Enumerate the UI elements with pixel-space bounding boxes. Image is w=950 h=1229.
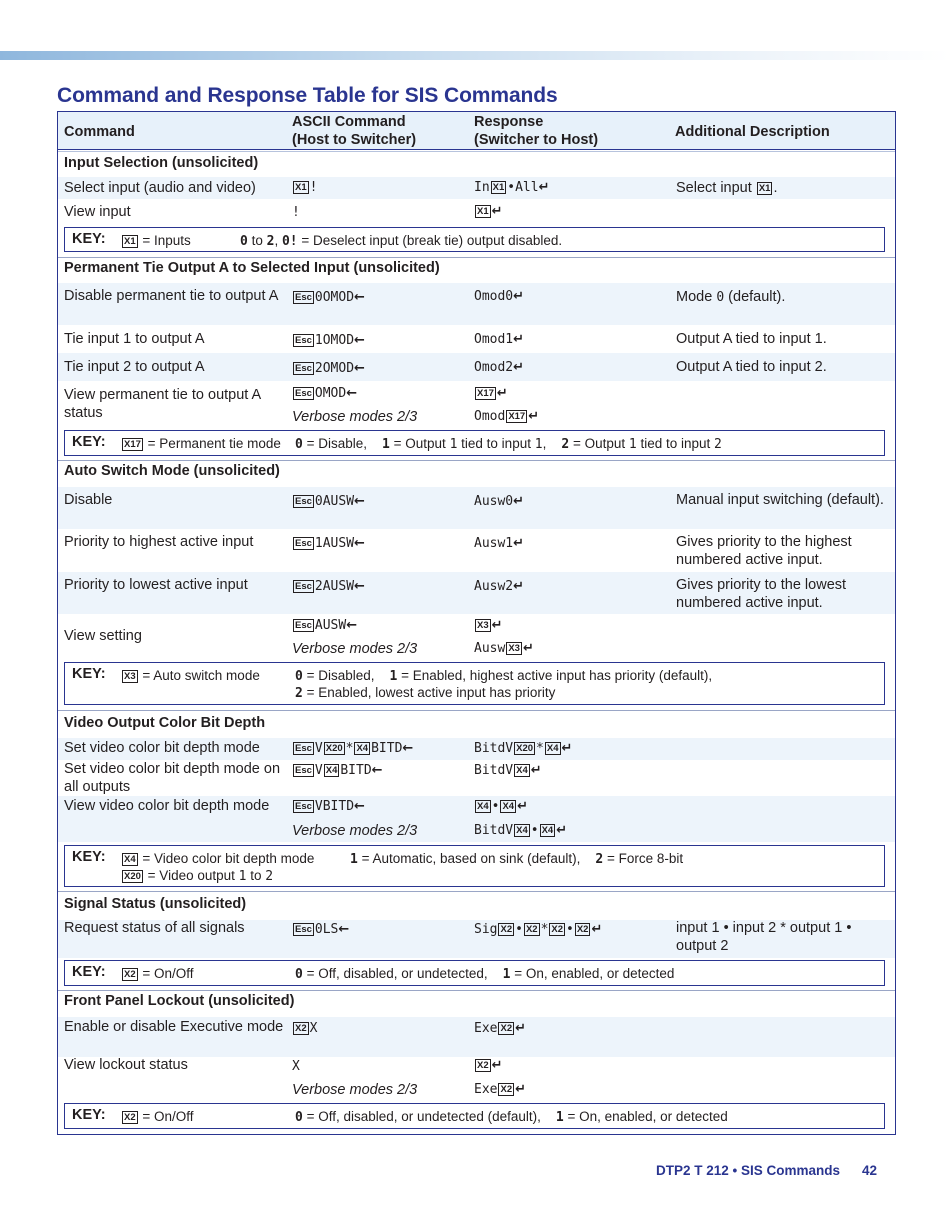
x2-var: X2: [525, 924, 538, 935]
return-arrow-icon: ↵: [517, 799, 528, 814]
key-label: KEY:: [72, 434, 106, 450]
page-footer: [656, 1163, 877, 1178]
x4-var: X4: [356, 743, 369, 754]
return-arrow-icon: ↵: [513, 494, 525, 509]
key-inputs: [121, 232, 191, 249]
key-text: = Video color bit depth mode: [142, 851, 315, 866]
mono-value: 1: [628, 437, 637, 452]
bullet: •: [491, 799, 500, 814]
resp-priority-highest: [474, 535, 524, 553]
resp-view-color-depth: [474, 798, 528, 816]
key-text: tied to input: [461, 436, 531, 451]
ascii-enable-exec: [292, 1020, 317, 1038]
esc-key: Esc: [295, 743, 312, 754]
key-front-panel: [64, 1103, 885, 1129]
mono-value: 1: [350, 852, 358, 867]
section-divider: [58, 990, 895, 991]
resp-text: Ausw1: [474, 536, 514, 551]
ascii-set-color-depth-all: [292, 762, 383, 780]
star: *: [536, 741, 544, 756]
star: *: [540, 922, 549, 937]
key-text: = Auto switch mode: [142, 668, 260, 683]
key-auto-switch: [64, 662, 885, 705]
bullet: •: [566, 922, 574, 937]
return-arrow-icon: ↵: [513, 289, 525, 304]
key-text: = Disabled,: [306, 668, 375, 683]
key-text: = Automatic, based on sink (default),: [361, 851, 581, 866]
resp-disable-tie: [474, 288, 524, 306]
section-divider: [58, 710, 895, 711]
ascii-set-color-depth: [292, 740, 413, 758]
ascii-tie-2: [292, 360, 365, 378]
header-ascii-1: ASCII Command: [292, 114, 406, 130]
desc-text: (default).: [728, 289, 786, 305]
key-auto-mode: [121, 667, 260, 684]
key-text: to: [250, 868, 262, 883]
cmd-set-color-depth: Set video color bit depth mode: [64, 740, 260, 756]
mono-value: 2: [266, 234, 275, 249]
star: *: [345, 741, 354, 756]
x4-var: X4: [516, 765, 528, 776]
key-deselect: [240, 232, 562, 250]
mono-value: 2: [595, 852, 604, 867]
ascii-priority-lowest: [292, 578, 365, 596]
cmd-disable-auto: Disable: [64, 492, 113, 508]
key-text: = Enabled, highest active input has priority (default),: [401, 668, 713, 683]
x1-var: X1: [758, 183, 771, 194]
mono-value: 1: [238, 869, 247, 884]
return-arrow-icon: ↵: [513, 332, 525, 347]
return-arrow-icon: ↵: [513, 536, 525, 551]
key-signal-values: [295, 965, 674, 983]
key-text: = Output: [572, 436, 626, 451]
key-signal-status: [64, 960, 885, 986]
verbose-view-color-depth: Verbose modes 2/3: [292, 823, 418, 839]
mono-value: 0: [295, 437, 303, 452]
cmd-request-status: Request status of all signals: [64, 920, 245, 936]
ascii-text: 1AUSW: [314, 536, 355, 551]
mono-value: 0: [295, 669, 303, 684]
left-arrow-icon: ←: [346, 618, 358, 633]
key-text: = On/Off: [142, 1109, 194, 1124]
ascii-text: 0OMOD: [314, 290, 355, 305]
ascii-request-status: [292, 921, 349, 939]
section-title-video-color: Video Output Color Bit Depth: [64, 715, 266, 731]
resp-view-tie: [474, 385, 508, 403]
x4-var: X4: [325, 765, 338, 776]
desc-text: Select input: [676, 180, 752, 196]
key-text: = Inputs: [142, 233, 191, 248]
key-video-output: [121, 867, 273, 885]
mono-value: 2: [265, 869, 274, 884]
key-lockout-values: [295, 1108, 728, 1126]
ascii-text: 2OMOD: [314, 361, 355, 376]
return-arrow-icon: ↵: [513, 579, 525, 594]
resp-enable-exec: [474, 1020, 526, 1038]
mono-value: 0!: [281, 234, 298, 249]
esc-key: Esc: [295, 292, 312, 303]
esc-key: Esc: [295, 924, 312, 935]
ascii-view-setting: [292, 617, 357, 635]
ascii-text: OMOD: [314, 386, 347, 401]
header-response-2: (Switcher to Host): [474, 132, 599, 148]
return-arrow-icon: ↵: [496, 386, 508, 401]
footer-text: DTP2 T 212 • SIS Commands: [656, 1163, 841, 1178]
mono-value: 0: [240, 234, 248, 249]
return-arrow-icon: ↵: [491, 618, 503, 633]
key-label: KEY:: [72, 849, 106, 865]
header-command: Command: [64, 124, 135, 140]
ascii-disable-auto: [292, 493, 365, 511]
key-onoff: [121, 965, 194, 982]
x2-var: X2: [124, 969, 136, 980]
desc-select-input: [676, 179, 886, 197]
x4-var: X4: [502, 801, 515, 812]
desc-disable-auto: Manual input switching (default).: [676, 492, 884, 508]
key-video-color: [64, 845, 885, 887]
mono-value: 0: [295, 1110, 303, 1125]
desc-text: .: [773, 180, 778, 196]
mono-value: 0: [716, 290, 725, 305]
desc-tie-2: Output A tied to input 2.: [676, 359, 827, 375]
x2-var: X2: [551, 924, 564, 935]
resp-view-setting: [474, 617, 503, 635]
key-text: = Off, disabled, or undetected,: [306, 966, 488, 981]
cmd-select-input: Select input (audio and video): [64, 180, 256, 196]
ascii-text: V: [314, 741, 323, 756]
x2-var: X2: [124, 1112, 136, 1123]
resp-text: Exe: [474, 1021, 498, 1036]
resp-view-tie-verbose: [474, 408, 539, 426]
key-permanent-tie: [64, 430, 885, 456]
resp-view-color-depth-verbose: [474, 822, 567, 840]
left-arrow-icon: ←: [354, 333, 365, 348]
x4-var: X4: [541, 825, 554, 836]
key-tie-mode: [121, 435, 281, 452]
resp-tie-2: [474, 359, 524, 377]
x17-var: X17: [124, 439, 141, 450]
x17-var: X17: [508, 411, 526, 422]
left-arrow-icon: ←: [354, 361, 365, 376]
key-text: = Permanent tie mode: [147, 436, 281, 451]
ascii-select-input: [292, 179, 317, 197]
resp-select-input: [474, 179, 550, 197]
section-divider: [58, 460, 895, 461]
ascii-text: X: [309, 1021, 318, 1036]
key-auto-values-2: [295, 684, 555, 702]
cmd-tie-1: Tie input 1 to output A: [64, 331, 205, 347]
resp-priority-lowest: [474, 578, 524, 596]
sis-command-table: [57, 111, 896, 1135]
left-arrow-icon: ←: [354, 579, 365, 594]
x20-var: X20: [516, 743, 534, 754]
x20-var: X20: [325, 743, 343, 754]
ascii-priority-highest: [292, 535, 365, 553]
comma: ,: [274, 233, 279, 248]
comma: ,: [542, 436, 547, 451]
key-text: = On/Off: [142, 966, 194, 981]
resp-view-lockout: [474, 1057, 503, 1075]
esc-key: Esc: [295, 363, 312, 374]
desc-request-status: input 1 • input 2 * output 1 • output 2: [676, 920, 852, 954]
section-divider: [58, 891, 895, 892]
desc-priority-lowest: Gives priority to the lowest numbered active input.: [676, 577, 847, 611]
return-arrow-icon: ↵: [491, 1058, 503, 1073]
cmd-priority-highest: Priority to highest active input: [64, 534, 254, 550]
resp-text: Exe: [474, 1082, 498, 1097]
section-divider: [58, 257, 895, 258]
x2-var: X2: [500, 1084, 513, 1095]
key-text: = On, enabled, or detected: [567, 1109, 728, 1124]
resp-set-color-depth-all: [474, 762, 542, 780]
mono-value: 1: [382, 437, 390, 452]
resp-disable-auto: [474, 493, 524, 511]
x3-var: X3: [124, 671, 136, 682]
key-label: KEY:: [72, 964, 106, 980]
esc-key: Esc: [295, 538, 312, 549]
ascii-bang: !: [309, 180, 318, 195]
cmd-enable-exec: Enable or disable Executive mode: [64, 1019, 284, 1035]
x4-var: X4: [516, 825, 528, 836]
x1-var: X1: [124, 236, 136, 247]
key-input-selection: [64, 227, 885, 252]
header-response-1: Response: [474, 114, 544, 130]
return-arrow-icon: ↵: [561, 741, 573, 756]
key-text: to: [251, 233, 263, 248]
page-number: 42: [862, 1163, 878, 1178]
left-arrow-icon: ←: [346, 386, 358, 401]
ascii-text: 0AUSW: [314, 494, 355, 509]
ascii-text: BITD: [371, 741, 403, 756]
esc-key: Esc: [295, 765, 312, 776]
desc-tie-1: Output A tied to input 1.: [676, 331, 827, 347]
cmd-view-input: View input: [64, 204, 131, 220]
key-text: = Enabled, lowest active input has priority: [306, 685, 556, 700]
section-title-auto-switch: Auto Switch Mode (unsolicited): [64, 463, 280, 479]
bullet: •: [530, 823, 539, 838]
cmd-priority-lowest: Priority to lowest active input: [64, 577, 248, 593]
key-auto-values-1: [295, 667, 712, 685]
x2-var: X2: [500, 924, 513, 935]
cmd-view-lockout: View lockout status: [64, 1057, 188, 1073]
ascii-text: VBITD: [314, 799, 355, 814]
ascii-tie-1: [292, 332, 365, 350]
esc-key: Esc: [295, 620, 312, 631]
return-arrow-icon: ↵: [556, 823, 568, 838]
x1-var: X1: [477, 206, 489, 217]
x2-var: X2: [477, 1060, 489, 1071]
key-color-values: [350, 850, 683, 868]
table-header: [58, 112, 895, 150]
bullet: •: [507, 180, 516, 195]
mono-value: 1: [389, 669, 398, 684]
x4-var: X4: [546, 743, 559, 754]
key-text: tied to input: [640, 436, 711, 451]
key-text: = Disable,: [306, 436, 368, 451]
resp-all: All: [515, 180, 539, 195]
key-text: = Off, disabled, or undetected (default),: [306, 1109, 541, 1124]
esc-key: Esc: [295, 801, 312, 812]
key-tie-values: [295, 435, 722, 453]
ascii-text: BITD: [340, 763, 372, 778]
x4-var: X4: [124, 854, 136, 865]
x1-var: X1: [295, 182, 307, 193]
cmd-view-tie: View permanent tie to output A status: [64, 387, 261, 421]
ascii-text: V: [314, 763, 323, 778]
resp-view-lockout-verbose: [474, 1081, 526, 1099]
cmd-view-color-depth: View video color bit depth mode: [64, 798, 270, 814]
key-label: KEY:: [72, 666, 106, 682]
return-arrow-icon: ↵: [530, 763, 542, 778]
left-arrow-icon: ←: [354, 536, 365, 551]
return-arrow-icon: ↵: [522, 641, 534, 656]
resp-text: Ausw: [474, 641, 506, 656]
resp-text: Omod: [474, 409, 506, 424]
key-label: KEY:: [72, 1107, 106, 1123]
key-text: = Force 8-bit: [606, 851, 684, 866]
ascii-disable-tie: [292, 289, 365, 307]
resp-view-setting-verbose: [474, 640, 534, 658]
page-title: Command and Response Table for SIS Commands: [57, 84, 558, 107]
x2-var: X2: [295, 1023, 307, 1034]
verbose-view-tie: Verbose modes 2/3: [292, 409, 418, 425]
section-title-front-panel: Front Panel Lockout (unsolicited): [64, 993, 295, 1009]
section-title-signal-status: Signal Status (unsolicited): [64, 896, 247, 912]
section-title-input-selection: Input Selection (unsolicited): [64, 155, 259, 171]
cmd-tie-2: Tie input 2 to output A: [64, 359, 205, 375]
key-color-mode: [121, 850, 314, 867]
left-arrow-icon: ←: [354, 799, 365, 814]
resp-text: Ausw2: [474, 579, 514, 594]
desc-disable-tie: [676, 288, 886, 307]
x20-var: X20: [124, 871, 141, 882]
resp-text: BitdV: [474, 741, 514, 756]
ascii-view-lockout: X: [292, 1059, 300, 1074]
x17-var: X17: [477, 388, 494, 399]
header-divider: [58, 151, 895, 152]
cmd-set-color-depth-all: Set video color bit depth mode on all outputs: [64, 761, 281, 795]
cmd-view-setting: View setting: [64, 628, 142, 644]
mono-value: 1: [449, 437, 458, 452]
key-text: = Output: [393, 436, 446, 451]
esc-key: Esc: [295, 496, 312, 507]
key-label: KEY:: [72, 231, 106, 247]
resp-view-input: [474, 203, 503, 221]
cmd-disable-tie: Disable permanent tie to output A: [64, 288, 279, 304]
mono-value: 1: [502, 967, 511, 982]
mono-value: 2: [714, 437, 722, 452]
key-text: = On, enabled, or detected: [514, 966, 675, 981]
ascii-view-color-depth: [292, 798, 365, 816]
return-arrow-icon: ↵: [515, 1021, 527, 1036]
resp-text: Sig: [474, 922, 498, 937]
return-arrow-icon: ↵: [491, 204, 503, 219]
return-arrow-icon: ↵: [591, 922, 603, 937]
left-arrow-icon: ←: [338, 922, 350, 937]
resp-request-status: [474, 921, 602, 939]
left-arrow-icon: ←: [354, 494, 365, 509]
key-onoff: [121, 1108, 194, 1125]
return-arrow-icon: ↵: [513, 360, 525, 375]
ascii-text: 1OMOD: [314, 333, 355, 348]
resp-text: Omod0: [474, 289, 514, 304]
resp-text: Omod1: [474, 332, 514, 347]
x1-var: X1: [492, 182, 505, 193]
resp-text: Omod2: [474, 360, 514, 375]
x3-var: X3: [477, 620, 489, 631]
left-arrow-icon: ←: [402, 741, 414, 756]
key-text: = Deselect input (break tie) output disabled.: [301, 233, 563, 248]
return-arrow-icon: ↵: [538, 180, 550, 195]
ascii-text: 0LS: [314, 922, 339, 937]
resp-in: In: [474, 180, 490, 195]
resp-text: BitdV: [474, 823, 514, 838]
ascii-view-tie: [292, 385, 357, 403]
mono-value: 1: [534, 437, 543, 452]
left-arrow-icon: ←: [371, 763, 383, 778]
x3-var: X3: [508, 643, 520, 654]
desc-priority-highest: Gives priority to the highest numbered active input.: [676, 534, 852, 568]
mono-value: 1: [555, 1110, 564, 1125]
left-arrow-icon: ←: [354, 290, 365, 305]
return-arrow-icon: ↵: [515, 1082, 527, 1097]
bullet: •: [515, 922, 523, 937]
top-gradient-bar: [0, 51, 950, 60]
mono-value: 2: [295, 686, 303, 701]
header-ascii-2: (Host to Switcher): [292, 132, 417, 148]
x2-var: X2: [500, 1023, 513, 1034]
verbose-view-setting: Verbose modes 2/3: [292, 641, 418, 657]
ascii-text: 2AUSW: [314, 579, 355, 594]
resp-text: BitdV: [474, 763, 514, 778]
section-title-permanent-tie: Permanent Tie Output A to Selected Input (unsolicited): [64, 260, 440, 276]
mono-value: 2: [561, 437, 570, 452]
ascii-text: AUSW: [314, 618, 347, 633]
key-text: = Video output: [147, 868, 235, 883]
resp-tie-1: [474, 331, 524, 349]
mono-value: 0: [295, 967, 303, 982]
esc-key: Esc: [295, 388, 312, 399]
ascii-view-input: !: [292, 205, 300, 220]
header-description: Additional Description: [675, 124, 830, 140]
resp-set-color-depth: [474, 740, 572, 758]
x2-var: X2: [576, 924, 589, 935]
x4-var: X4: [477, 801, 489, 812]
resp-text: Ausw0: [474, 494, 514, 509]
verbose-view-lockout: Verbose modes 2/3: [292, 1082, 418, 1098]
return-arrow-icon: ↵: [528, 409, 540, 424]
esc-key: Esc: [295, 335, 312, 346]
desc-text: Mode: [676, 289, 713, 305]
esc-key: Esc: [295, 581, 312, 592]
